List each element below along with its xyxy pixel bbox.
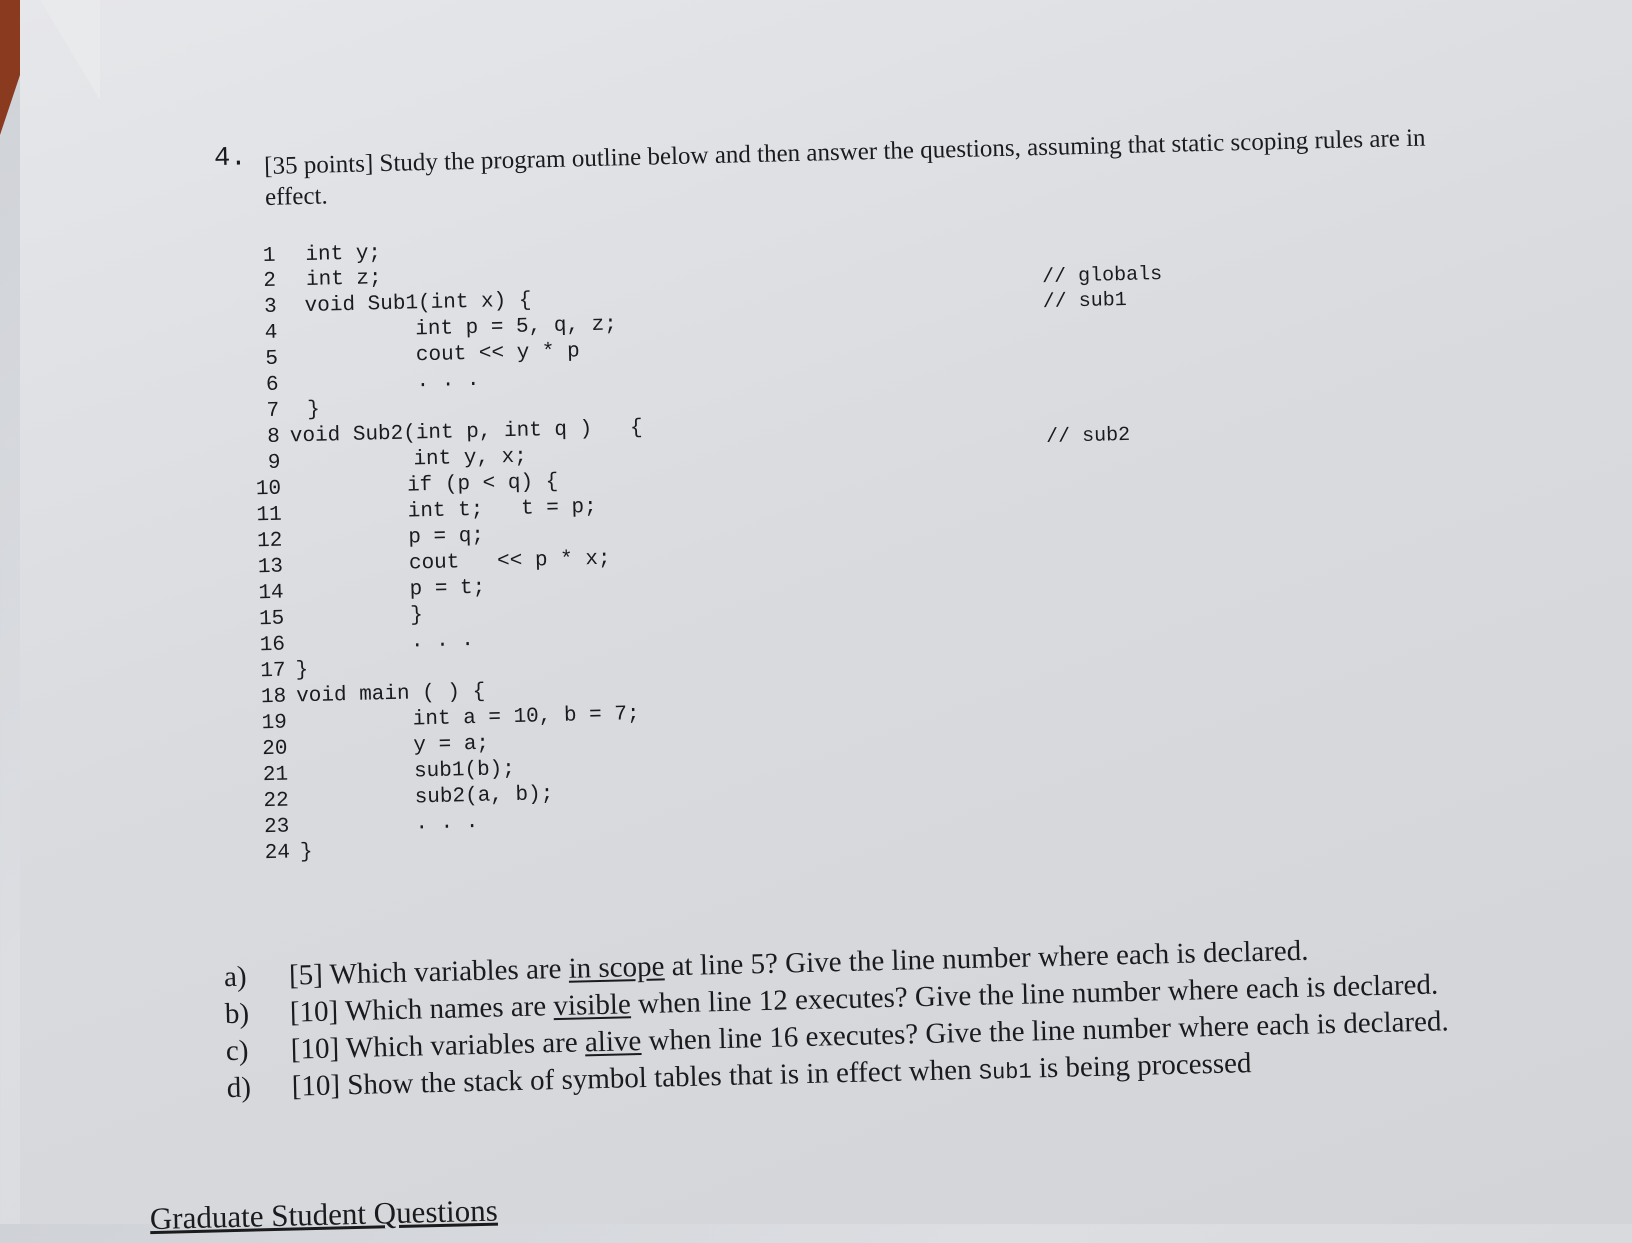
problem-number: 4.: [213, 143, 247, 175]
line-number: 15: [258, 607, 285, 632]
code-line: [230, 495, 597, 531]
line-number: 24: [264, 841, 291, 866]
line-number: 20: [261, 737, 288, 762]
code-text: . . .: [410, 628, 475, 654]
comment-globals: // globals: [1041, 263, 1163, 289]
line-number: 5: [265, 347, 279, 371]
question-text: Which variables are: [329, 952, 562, 991]
question-list: [223, 934, 1450, 1107]
code-line: [230, 524, 485, 557]
code-line: [228, 416, 643, 453]
question-points: [5]: [288, 958, 324, 992]
line-number: 8: [266, 425, 281, 449]
question-a: [223, 934, 1309, 996]
code-text: sub1(b);: [413, 758, 516, 784]
line-number: 17: [260, 659, 286, 684]
question-code: Sub1: [978, 1059, 1032, 1086]
line-number: 16: [259, 633, 286, 658]
code-line: [237, 810, 479, 843]
code-line: [232, 604, 424, 635]
code-text: }: [299, 840, 313, 865]
question-text: at line 5? Give the line number where each is declared.: [671, 934, 1309, 983]
code-text: p = t;: [409, 576, 486, 602]
question-label: a): [223, 960, 247, 994]
code-line: [229, 470, 559, 505]
code-text: sub2(a, b);: [414, 783, 554, 810]
line-number: 19: [261, 711, 288, 736]
code-line: [224, 289, 532, 323]
question-points: [10]: [290, 1032, 340, 1066]
code-line: [228, 445, 528, 479]
comment-sub1: // sub1: [1042, 288, 1128, 314]
code-line: [227, 398, 321, 427]
line-number: 3: [263, 295, 277, 320]
line-number: 7: [266, 399, 280, 423]
line-number: 11: [256, 503, 283, 528]
code-text: cout << y * p: [415, 340, 580, 368]
line-number: 9: [267, 451, 281, 475]
question-label: b): [224, 997, 250, 1031]
line-number: 2: [263, 269, 277, 294]
code-line: [235, 732, 490, 765]
comment-sub2: // sub2: [1045, 423, 1131, 449]
question-label: c): [225, 1034, 249, 1068]
code-line: [236, 783, 554, 817]
line-number: 1: [262, 244, 276, 269]
line-number: 6: [265, 373, 279, 397]
code-line: [235, 702, 640, 739]
problem-points: [35 points]: [263, 150, 374, 180]
code-line: [226, 340, 580, 375]
code-text: . . .: [416, 368, 480, 394]
code-text: void Sub2(int p, int q ) {: [289, 416, 643, 449]
line-number: 21: [262, 763, 289, 788]
code-text: int y, x;: [413, 445, 528, 472]
line-number: 18: [260, 685, 287, 710]
code-text: p = q;: [408, 524, 485, 550]
question-term: visible: [553, 988, 632, 1023]
question-term: alive: [584, 1025, 642, 1059]
question-label: d): [226, 1071, 252, 1105]
question-points: [10]: [289, 995, 339, 1029]
question-text: Which names are: [344, 990, 547, 1028]
code-text: int y;: [305, 242, 382, 267]
question-text: Show the stack of symbol tables that is in effect when: [346, 1053, 972, 1102]
line-number: 14: [258, 581, 284, 606]
code-text: int a = 10, b = 7;: [412, 702, 640, 732]
line-number: 4: [264, 321, 278, 345]
code-line: [233, 628, 475, 661]
problem-prompt: [264, 122, 1445, 213]
code-text: int p = 5, q, z;: [415, 313, 618, 342]
question-text: Which variables are: [345, 1026, 579, 1065]
code-line: [233, 659, 309, 687]
code-line: [234, 680, 486, 713]
code-text: }: [409, 604, 424, 628]
code-line: [223, 242, 382, 272]
code-text: if (p < q) {: [406, 470, 559, 498]
line-number: 23: [263, 815, 290, 840]
code-text: int z;: [305, 267, 382, 292]
line-number: 22: [263, 789, 290, 814]
code-line: [225, 313, 618, 349]
code-line: [226, 368, 480, 401]
code-text: int t; t = p;: [407, 495, 597, 524]
code-text: void Sub1(int x) {: [304, 289, 532, 319]
question-points: [10]: [291, 1069, 341, 1103]
code-text: }: [306, 398, 321, 422]
code-text: cout << p * x;: [408, 547, 611, 576]
question-d: [226, 1047, 1252, 1107]
code-text: . . .: [415, 810, 479, 836]
code-line: [231, 547, 611, 583]
problem-prompt-text: Study the program outline below and then answer the questions, assuming that static scoping rules are in effect.: [264, 124, 1426, 211]
code-text: void main ( ) {: [295, 680, 486, 709]
question-text: when line 12 executes? Give the line number where each is declared.: [637, 968, 1439, 1021]
graduate-heading: Graduate Student Questions: [149, 1192, 499, 1237]
line-number: 13: [257, 555, 284, 580]
code-text: y = a;: [413, 732, 490, 758]
code-text: }: [295, 659, 309, 683]
code-line: [231, 576, 486, 609]
question-term: in scope: [568, 950, 665, 985]
line-number: 10: [255, 477, 282, 502]
question-text: when line 16 executes? Give the line number where each is declared.: [648, 1005, 1450, 1057]
code-line: [224, 267, 382, 297]
question-text: is being processed: [1038, 1047, 1252, 1085]
line-number: 12: [256, 529, 283, 554]
code-line: [236, 758, 516, 791]
code-line: [238, 840, 313, 869]
